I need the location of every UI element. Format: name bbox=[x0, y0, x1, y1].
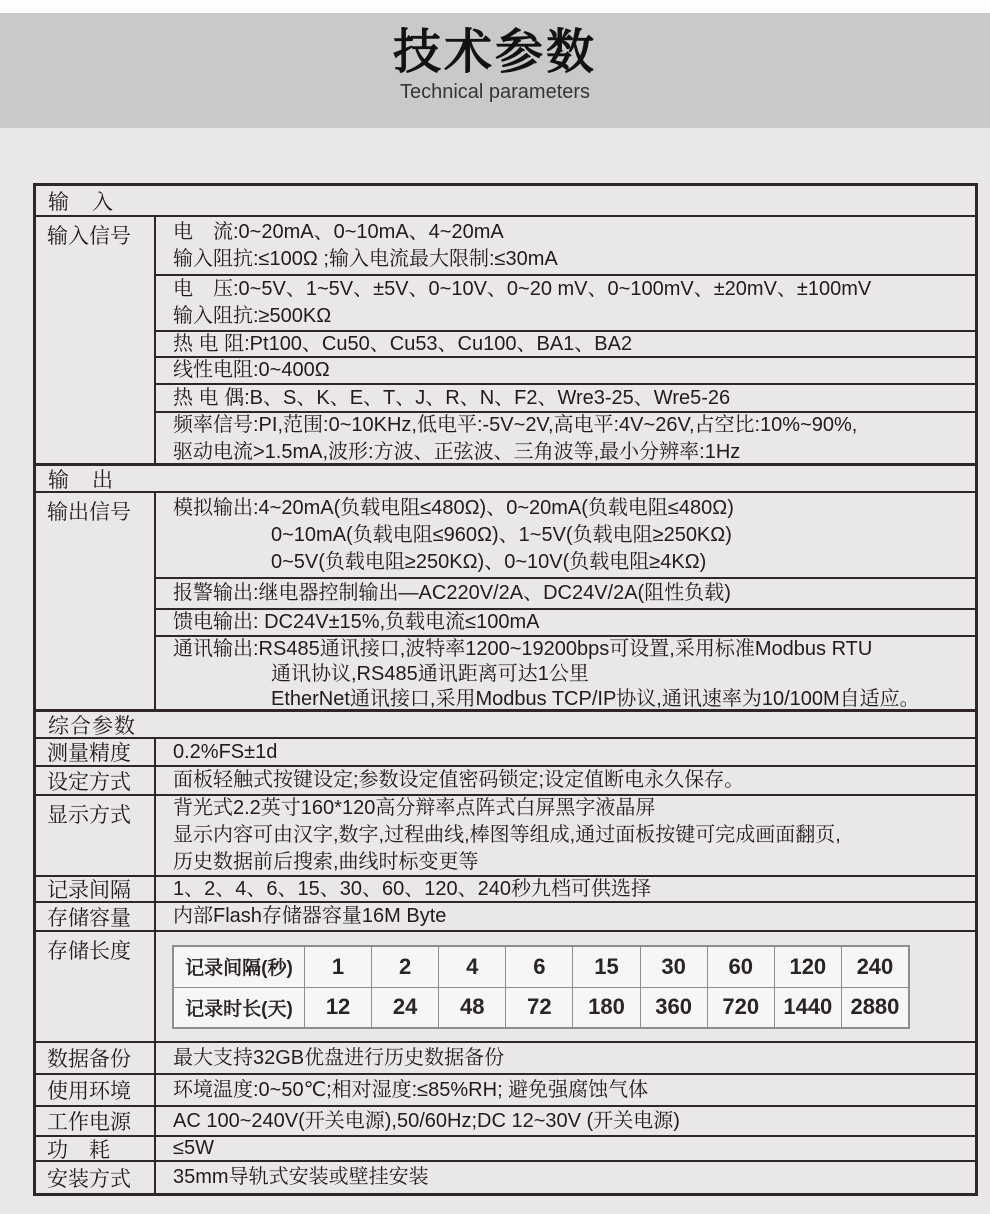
row-label-display-mode: 显示方式 bbox=[36, 796, 156, 875]
spec-text: 线性电阻:0~400Ω bbox=[173, 359, 330, 381]
spec-text: 输入阻抗:≤100Ω ;输入电流最大限制:≤30mA bbox=[173, 247, 558, 270]
top-strip bbox=[0, 0, 990, 13]
spec-text: 0.2%FS±1d bbox=[173, 740, 278, 763]
row-label-setting-mode: 设定方式 bbox=[36, 767, 156, 794]
row-label-data-backup: 数据备份 bbox=[36, 1043, 156, 1073]
section-title: 输 入 bbox=[48, 190, 114, 214]
duration-value: 12 bbox=[325, 994, 351, 1020]
spec-text: EtherNet通讯接口,采用Modbus TCP/IP协议,通讯速率为10/100M自适应。 bbox=[271, 687, 920, 709]
row-display-mode bbox=[36, 794, 975, 875]
section-header-input bbox=[36, 186, 975, 215]
interval-value: 6 bbox=[505, 947, 572, 987]
row-label-storage-length: 存储长度 bbox=[36, 932, 156, 1041]
page-subtitle: Technical parameters bbox=[399, 81, 591, 103]
interval-value: 60 bbox=[707, 947, 774, 987]
storage-row-header: 记录间隔(秒) bbox=[174, 947, 305, 987]
spec-text: 驱动电流>1.5mA,波形:方波、正弦波、三角波等,最小分辨率:1Hz bbox=[173, 441, 741, 463]
subrow-feed-output bbox=[156, 608, 975, 635]
row-label-input-signal: 输入信号 bbox=[36, 217, 156, 463]
row-installation bbox=[36, 1160, 975, 1193]
spec-text: 电 流:0~20mA、0~10mA、4~20mA bbox=[173, 220, 504, 243]
spec-text: 通讯输出:RS485通讯接口,波特率1200~19200bps可设置,采用标准Modbus RTU bbox=[173, 637, 873, 660]
spec-text: 1、2、4、6、15、30、60、120、240秒九档可供选择 bbox=[173, 877, 651, 900]
row-input-signal bbox=[36, 215, 975, 463]
subrow-voltage bbox=[156, 274, 975, 330]
subrow-frequency bbox=[156, 411, 975, 463]
interval-value: 4 bbox=[438, 947, 505, 987]
storage-row-header: 记录时长(天) bbox=[174, 988, 305, 1028]
spec-text: 热 电 阻:Pt100、Cu50、Cu53、Cu100、BA1、BA2 bbox=[173, 332, 633, 355]
interval-value: 240 bbox=[841, 947, 908, 987]
row-label-power-consumption: 功 耗 bbox=[36, 1137, 156, 1160]
interval-value: 120 bbox=[774, 947, 841, 987]
duration-value: 360 bbox=[640, 988, 707, 1028]
row-label-installation: 安装方式 bbox=[36, 1162, 156, 1193]
row-label-environment: 使用环境 bbox=[36, 1075, 156, 1105]
spec-text: 0~10mA(负载电阻≤960Ω)、1~5V(负载电阻≥250KΩ) bbox=[271, 523, 732, 546]
subrow-thermocouple bbox=[156, 383, 975, 411]
row-label-storage-capacity: 存储容量 bbox=[36, 903, 156, 930]
duration-value: 720 bbox=[707, 988, 774, 1028]
spec-text: 报警输出:继电器控制输出—AC220V/2A、DC24V/2A(阻性负载) bbox=[173, 582, 731, 604]
header-band bbox=[0, 13, 990, 128]
duration-value: 1440 bbox=[774, 988, 841, 1028]
row-label-accuracy: 测量精度 bbox=[36, 739, 156, 765]
row-output-signal bbox=[36, 491, 975, 709]
duration-value: 48 bbox=[438, 988, 505, 1028]
storage-interval-row bbox=[174, 947, 908, 987]
spec-text: AC 100~240V(开关电源),50/60Hz;DC 12~30V (开关电源) bbox=[173, 1109, 680, 1132]
spec-text: 输入阻抗:≥500KΩ bbox=[173, 305, 332, 327]
subrow-linear-resistance bbox=[156, 356, 975, 383]
row-setting-mode bbox=[36, 765, 975, 794]
spec-text: 环境温度:0~50℃;相对湿度:≤85%RH; 避免强腐蚀气体 bbox=[173, 1078, 649, 1101]
spec-text: 0~5V(负载电阻≥250KΩ)、0~10V(负载电阻≥4KΩ) bbox=[271, 550, 707, 573]
row-label-working-power: 工作电源 bbox=[36, 1107, 156, 1135]
spec-text: 面板轻触式按键设定;参数设定值密码锁定;设定值断电永久保存。 bbox=[173, 769, 745, 791]
row-storage-capacity bbox=[36, 901, 975, 930]
section-title: 输 出 bbox=[48, 468, 114, 491]
subrow-current bbox=[156, 217, 975, 274]
spec-table bbox=[33, 183, 978, 1196]
spec-text: 显示内容可由汉字,数字,过程曲线,棒图等组成,通过面板按键可完成画面翻页, bbox=[173, 824, 841, 846]
spec-text: ≤5W bbox=[173, 1137, 214, 1159]
interval-value: 30 bbox=[640, 947, 707, 987]
duration-value: 24 bbox=[371, 988, 438, 1028]
subrow-analog-output bbox=[156, 493, 975, 577]
spec-text: 热 电 偶:B、S、K、E、T、J、R、N、F2、Wre3-25、Wre5-26 bbox=[173, 386, 731, 409]
row-label-record-interval: 记录间隔 bbox=[36, 877, 156, 901]
row-power-consumption bbox=[36, 1135, 975, 1160]
row-working-power bbox=[36, 1105, 975, 1135]
page-title: 技术参数 bbox=[392, 26, 597, 79]
section-header-output bbox=[36, 463, 975, 491]
row-label-output-signal: 输出信号 bbox=[36, 493, 156, 709]
section-header-general bbox=[36, 709, 975, 737]
spec-text: 通讯协议,RS485通讯距离可达1公里 bbox=[271, 662, 589, 685]
subrow-alarm-output bbox=[156, 577, 975, 608]
row-accuracy bbox=[36, 737, 975, 765]
interval-value: 2 bbox=[371, 947, 438, 987]
spec-text: 背光式2.2英寸160*120高分辩率点阵式白屏黑字液晶屏 bbox=[173, 797, 656, 819]
row-environment bbox=[36, 1073, 975, 1105]
row-storage-length bbox=[36, 930, 975, 1041]
interval-value: 1 bbox=[331, 953, 345, 979]
spec-text: 模拟输出:4~20mA(负载电阻≤480Ω)、0~20mA(负载电阻≤480Ω) bbox=[173, 496, 734, 519]
storage-length-table bbox=[172, 945, 910, 1029]
section-title: 综合参数 bbox=[48, 714, 136, 737]
spec-text: 电 压:0~5V、1~5V、±5V、0~10V、0~20 mV、0~100mV、±20mV、±100mV bbox=[173, 278, 872, 300]
spec-text: 内部Flash存储器容量16M Byte bbox=[173, 905, 447, 927]
subrow-comm-output bbox=[156, 635, 975, 709]
spec-text: 历史数据前后搜索,曲线时标变更等 bbox=[173, 851, 479, 873]
spec-text: 频率信号:PI,范围:0~10KHz,低电平:-5V~2V,高电平:4V~26V,占空比:10%~90%, bbox=[173, 414, 858, 436]
spec-text: 馈电输出: DC24V±15%,负载电流≤100mA bbox=[173, 611, 540, 633]
row-data-backup bbox=[36, 1041, 975, 1073]
duration-value: 72 bbox=[505, 988, 572, 1028]
duration-value: 180 bbox=[572, 988, 639, 1028]
storage-duration-row bbox=[174, 987, 908, 1028]
duration-value: 2880 bbox=[841, 988, 908, 1028]
row-record-interval bbox=[36, 875, 975, 901]
spec-text: 最大支持32GB优盘进行历史数据备份 bbox=[173, 1046, 505, 1069]
interval-value: 15 bbox=[572, 947, 639, 987]
spec-text: 35mm导轨式安装或壁挂安装 bbox=[173, 1166, 429, 1188]
subrow-rtd bbox=[156, 330, 975, 356]
